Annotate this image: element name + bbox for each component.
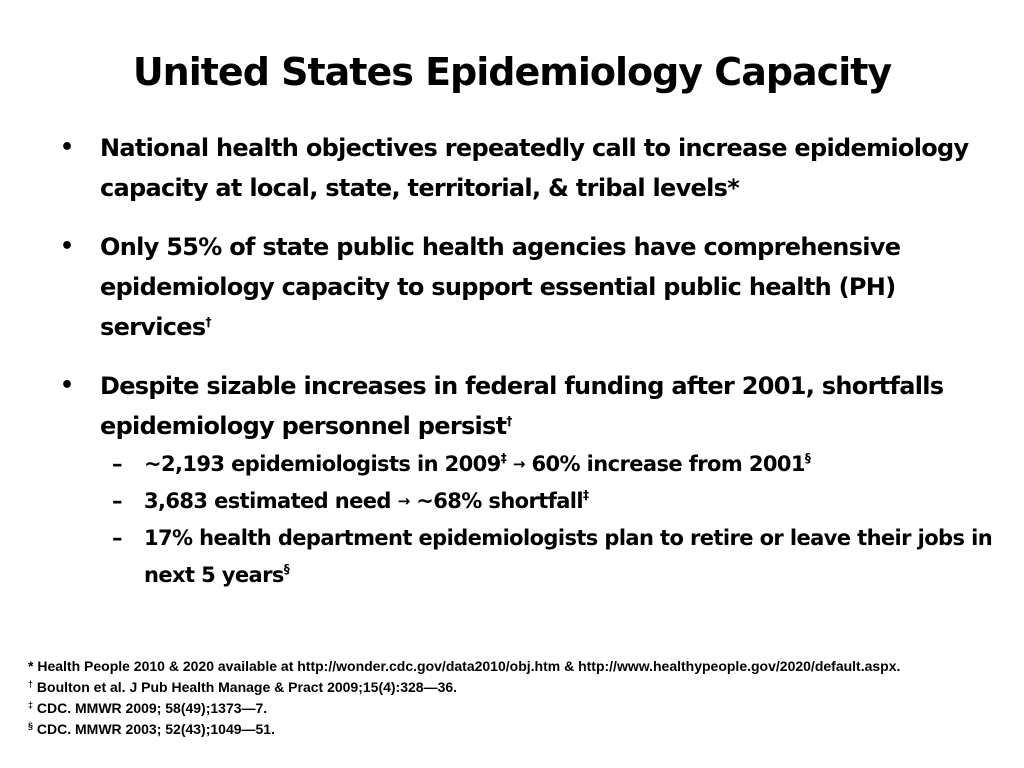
dash-marker: – <box>112 489 122 513</box>
bullet-list <box>58 128 1008 613</box>
footnote-marker: * <box>28 658 34 674</box>
arrow-right-icon: → <box>397 492 410 510</box>
footnote-marker: † <box>28 679 34 689</box>
sub-bullet-retirement <box>100 520 1008 594</box>
sub-bullet-epidemiologists-2009 <box>100 446 1008 483</box>
footnote-text: Health People 2010 & 2020 available at http://wonder.cdc.gov/data2010/obj.htm & http://www.healthypeople.gov/2020/default.aspx. <box>33 658 901 674</box>
dash-marker: – <box>112 526 122 550</box>
footnote-ref: † <box>506 414 512 428</box>
footnote-ref: † <box>205 315 211 329</box>
slide-title: United States Epidemiology Capacity <box>132 50 892 94</box>
footnote-ref: § <box>804 451 811 465</box>
sub-bullet-text: 3,683 estimated need <box>144 489 398 513</box>
footnote-mmwr-2009 <box>28 698 1008 719</box>
footnote-boulton <box>28 677 1008 698</box>
sub-bullet-text: ~68% shortfall <box>409 489 584 513</box>
sub-bullet-text: 60% increase from 2001 <box>524 452 805 476</box>
arrow-right-icon: → <box>512 455 525 473</box>
footnote-healthy-people <box>28 656 1008 677</box>
bullet-marker: • <box>60 234 74 259</box>
dash-marker: – <box>112 452 122 476</box>
sub-bullet-text: ~2,193 epidemiologists in 2009 <box>144 452 501 476</box>
footnote-mmwr-2003 <box>28 719 1008 740</box>
footnote-text: CDC. MMWR 2003; 52(43);1049—51. <box>33 721 275 737</box>
footnote-text: Boulton et al. J Pub Health Manage & Pract 2009;15(4):328—36. <box>33 679 458 695</box>
bullet-item-funding <box>58 366 1008 594</box>
bullet-text: Only 55% of state public health agencies have comprehensive epidemiology capacity to support essential public health (PH) services <box>100 233 901 341</box>
footnote-marker: ‡ <box>28 700 34 710</box>
bullet-text: Despite sizable increases in federal funding after 2001, shortfalls epidemiology personnel persist <box>100 372 944 440</box>
footnote-ref: ‡ <box>500 451 507 465</box>
sub-bullet-text: 17% health department epidemiologists plan to retire or leave their jobs in next 5 years <box>144 526 993 587</box>
bullet-marker: • <box>60 135 74 160</box>
bullet-text: National health objectives repeatedly call to increase epidemiology capacity at local, state, territorial, & tribal levels* <box>100 134 969 202</box>
sub-bullet-list <box>100 446 1008 594</box>
footnotes <box>28 656 1008 740</box>
footnote-marker: § <box>28 721 34 731</box>
footnote-ref: § <box>283 562 290 576</box>
bullet-item-objectives <box>58 128 1008 208</box>
footnote-ref: ‡ <box>583 488 589 502</box>
sub-bullet-estimated-need <box>100 483 1008 520</box>
bullet-item-state-capacity <box>58 227 1008 347</box>
bullet-marker: • <box>60 373 74 398</box>
footnote-text: CDC. MMWR 2009; 58(49);1373—7. <box>33 700 268 716</box>
